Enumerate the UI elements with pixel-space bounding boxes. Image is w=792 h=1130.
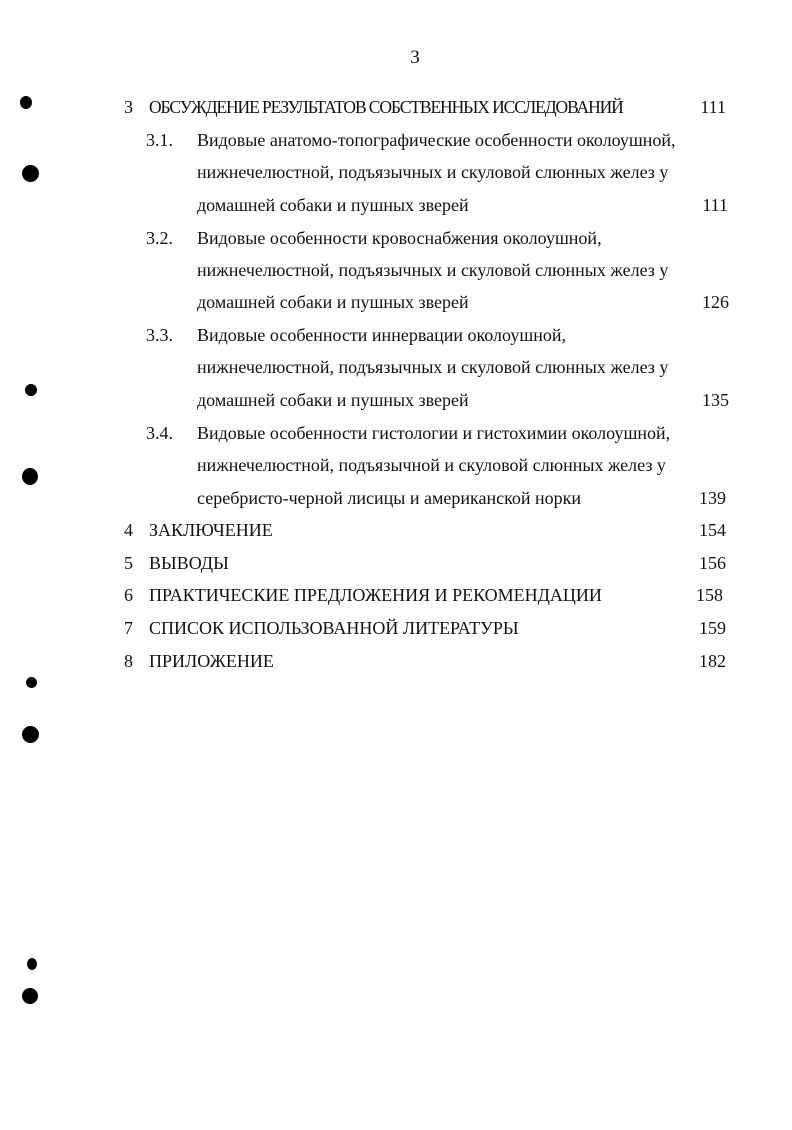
toc-chapter-number: 5 xyxy=(124,553,133,573)
toc-page-number: 111 xyxy=(700,97,726,117)
toc-section-line[interactable]: нижнечелюстной, подъязычных и скуловой слюнных желез у xyxy=(197,357,669,377)
punch-hole xyxy=(22,988,38,1004)
toc-page-number: 158 xyxy=(696,585,723,605)
toc-chapter-title[interactable]: ПРАКТИЧЕСКИЕ ПРЕДЛОЖЕНИЯ И РЕКОМЕНДАЦИИ xyxy=(149,585,602,605)
toc-chapter-title[interactable]: ЗАКЛЮЧЕНИЕ xyxy=(149,520,273,540)
toc-section-number: 3.2. xyxy=(146,228,173,248)
toc-section-line[interactable]: серебристо-черной лисицы и американской норки xyxy=(197,488,582,508)
toc-page-number: 159 xyxy=(699,618,726,638)
toc-page-number: 182 xyxy=(699,651,726,671)
toc-section-line[interactable]: Видовые особенности гистологии и гистохимии околоушной, xyxy=(197,423,671,443)
toc-page-number: 126 xyxy=(702,292,729,312)
punch-hole xyxy=(25,384,37,396)
toc-chapter-title[interactable]: ВЫВОДЫ xyxy=(149,553,229,573)
toc-chapter-number: 4 xyxy=(124,520,133,540)
toc-page-number: 135 xyxy=(702,390,729,410)
punch-hole xyxy=(26,677,37,688)
toc-chapter-number: 8 xyxy=(124,651,133,671)
toc-chapter-number: 7 xyxy=(124,618,133,638)
punch-hole xyxy=(22,468,38,485)
punch-hole xyxy=(20,96,32,109)
toc-section-number: 3.3. xyxy=(146,325,173,345)
toc-chapter-number: 6 xyxy=(124,585,133,605)
toc-section-line[interactable]: нижнечелюстной, подъязычных и скуловой слюнных желез у xyxy=(197,162,669,182)
toc-chapter-title[interactable]: СПИСОК ИСПОЛЬЗОВАННОЙ ЛИТЕРАТУРЫ xyxy=(149,618,519,638)
toc-page-number: 139 xyxy=(699,488,726,508)
toc-section-line[interactable]: Видовые особенности кровоснабжения околоушной, xyxy=(197,228,602,248)
toc-section-number: 3.1. xyxy=(146,130,173,150)
page-number: 3 xyxy=(410,47,420,68)
toc-section-line[interactable]: Видовые особенности иннервации околоушной, xyxy=(197,325,566,345)
toc-section-line[interactable]: Видовые анатомо-топографические особенности околоушной, xyxy=(197,130,676,150)
punch-hole xyxy=(27,958,37,970)
toc-page-number: 111 xyxy=(702,195,728,215)
toc-section-line[interactable]: нижнечелюстной, подъязычных и скуловой слюнных желез у xyxy=(197,260,669,280)
toc-chapter-title[interactable]: ПРИЛОЖЕНИЕ xyxy=(149,651,274,671)
toc-chapter-number: 3 xyxy=(124,97,133,117)
toc-section-number: 3.4. xyxy=(146,423,173,443)
toc-section-line[interactable]: домашней собаки и пушных зверей xyxy=(197,292,469,312)
toc-page-number: 156 xyxy=(699,553,726,573)
punch-hole xyxy=(22,165,39,182)
toc-section-line[interactable]: домашней собаки и пушных зверей xyxy=(197,390,469,410)
punch-hole xyxy=(22,726,39,743)
toc-section-line[interactable]: домашней собаки и пушных зверей xyxy=(197,195,469,215)
toc-chapter-title[interactable]: ОБСУЖДЕНИЕ РЕЗУЛЬТАТОВ СОБСТВЕННЫХ ИССЛЕДОВАНИЙ xyxy=(149,97,623,117)
toc-page-number: 154 xyxy=(699,520,726,540)
toc-section-line[interactable]: нижнечелюстной, подъязычной и скуловой слюнных желез у xyxy=(197,455,666,475)
